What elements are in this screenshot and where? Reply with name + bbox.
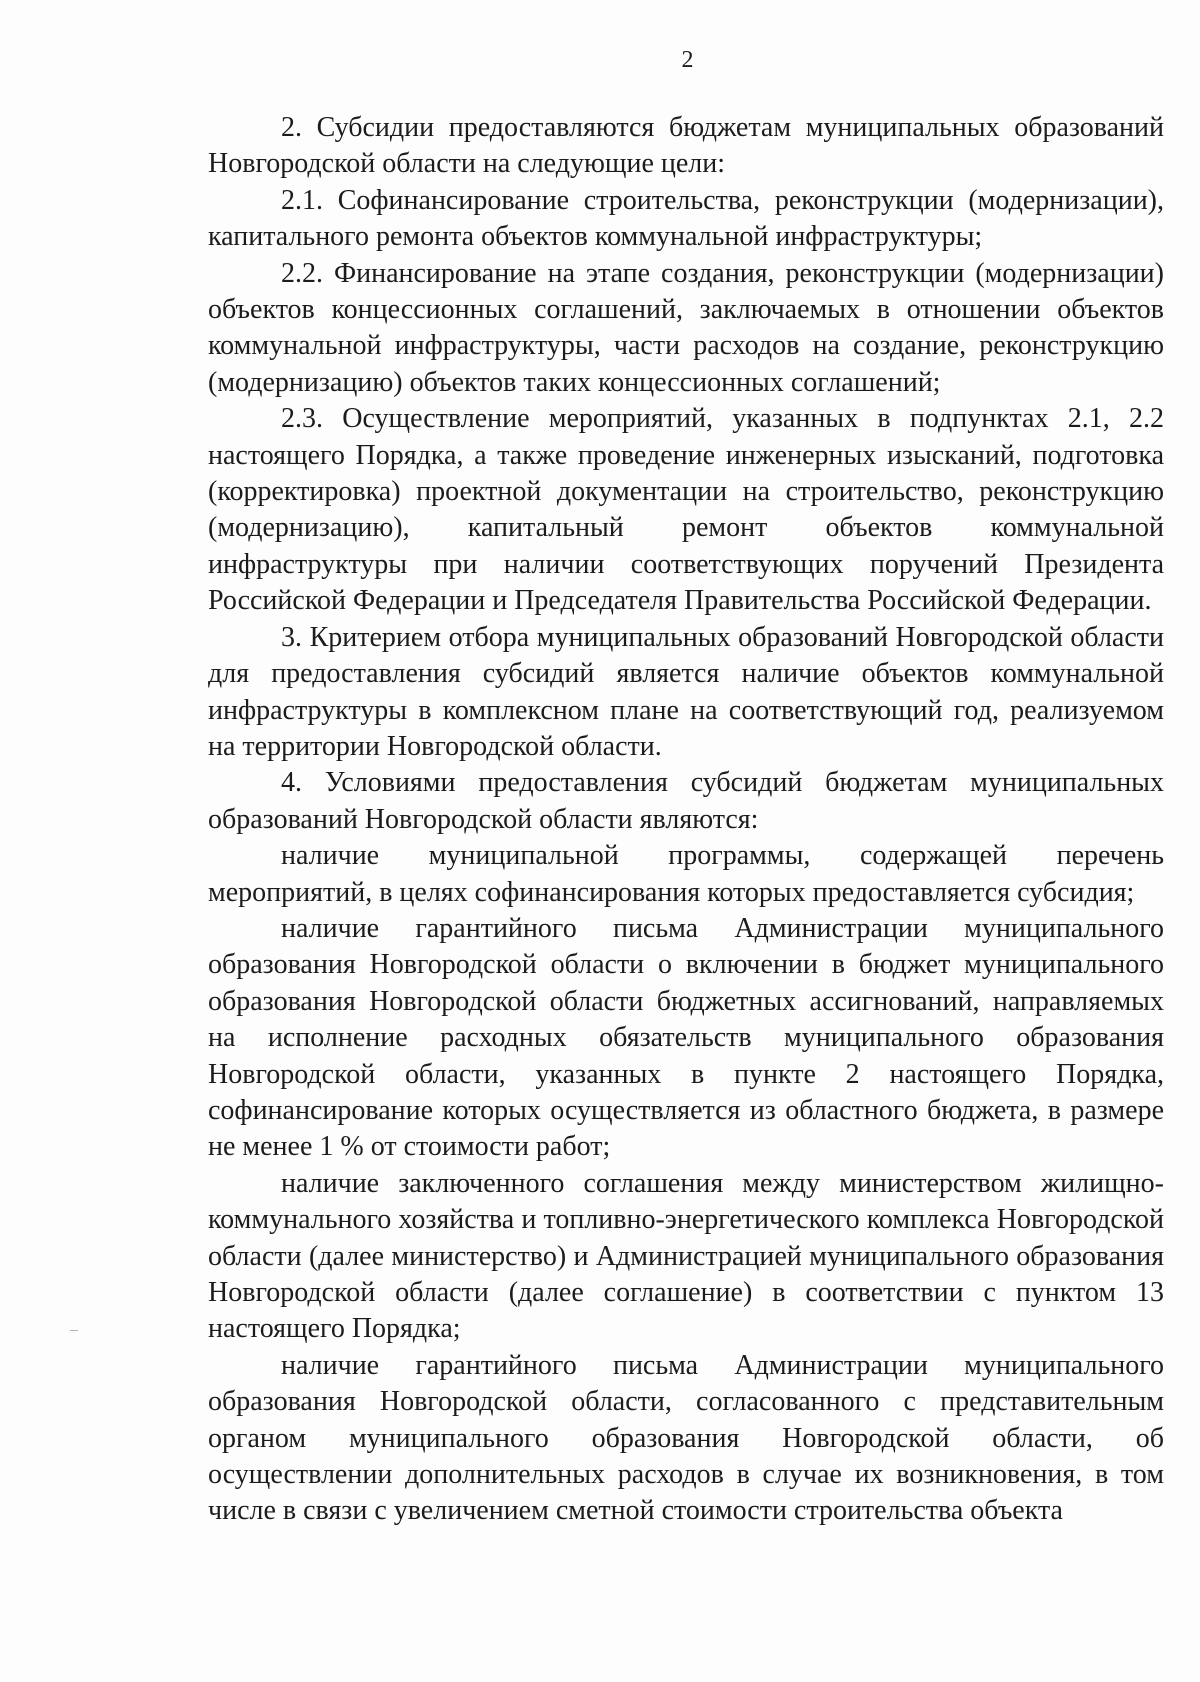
condition-municipal-program: наличие муниципальной программы, содержащей перечень мероприятий, в целях софинансирования которых предоставляется субсидия;	[208, 840, 1164, 908]
paragraph-2-1: 2.1. Софинансирование строительства, реконструкции (модернизации), капитального ремонта объектов коммунальной инфраструктуры;	[208, 184, 1164, 253]
condition-guarantee-letter-additional-costs: наличие гарантийного письма Администрации муниципального образования Новгородской области, согласованного с представительным органом муниципального образования Новгородской области, об осуществлении дополнительных расходов в случае их возникновения, в том числе в связи с увеличением сметной стоимости строительства объекта	[208, 1349, 1164, 1527]
page-number: 2	[681, 47, 694, 73]
document-body	[208, 110, 1164, 1530]
paragraph-2-3: 2.3. Осуществление мероприятий, указанных в подпунктах 2.1, 2.2 настоящего Порядка, а также проведение инженерных изысканий, подготовка (корректировка) проектной документации на строительство, реконструкцию (модернизацию), капитальный ремонт объектов коммунальной инфраструктуры при наличии соответствующих поручений Президента Российской Федерации и Председателя Правительства Российской Федерации.	[208, 403, 1164, 617]
scan-margin-mark	[70, 1330, 78, 1331]
paragraph-2-2: 2.2. Финансирование на этапе создания, реконструкции (модернизации) объектов концессионных соглашений, заключаемых в отношении объектов коммунальной инфраструктуры, части расходов на создание, реконструкцию (модернизацию) объектов таких концессионных соглашений;	[208, 257, 1164, 398]
paragraph-4: 4. Условиями предоставления субсидий бюджетам муниципальных образований Новгородской области являются:	[208, 767, 1164, 835]
condition-agreement: наличие заключенного соглашения между министерством жилищно-коммунального хозяйства и топливно-энергетического комплекса Новгородской области (далее министерство) и Администрацией муниципального образования Новгородской области (далее соглашение) в соответствии с пунктом 13 настоящего Порядка;	[208, 1167, 1164, 1345]
paragraph-3: 3. Критерием отбора муниципальных образований Новгородской области для предоставления субсидий является наличие объектов коммунальной инфраструктуры в комплексном плане на соответствующий год, реализуемом на территории Новгородской области.	[208, 621, 1164, 762]
paragraph-2: 2. Субсидии предоставляются бюджетам муниципальных образований Новгородской области на следующие цели:	[208, 112, 1164, 180]
condition-guarantee-letter-budget: наличие гарантийного письма Администрации муниципального образования Новгородской области о включении в бюджет муниципального образования Новгородской области бюджетных ассигнований, направляемых на исполнение расходных обязательств муниципального образования Новгородской области, указанных в пункте 2 настоящего Порядка, софинансирование которых осуществляется из областного бюджета, в размере не менее 1 % от стоимости работ;	[208, 912, 1164, 1163]
